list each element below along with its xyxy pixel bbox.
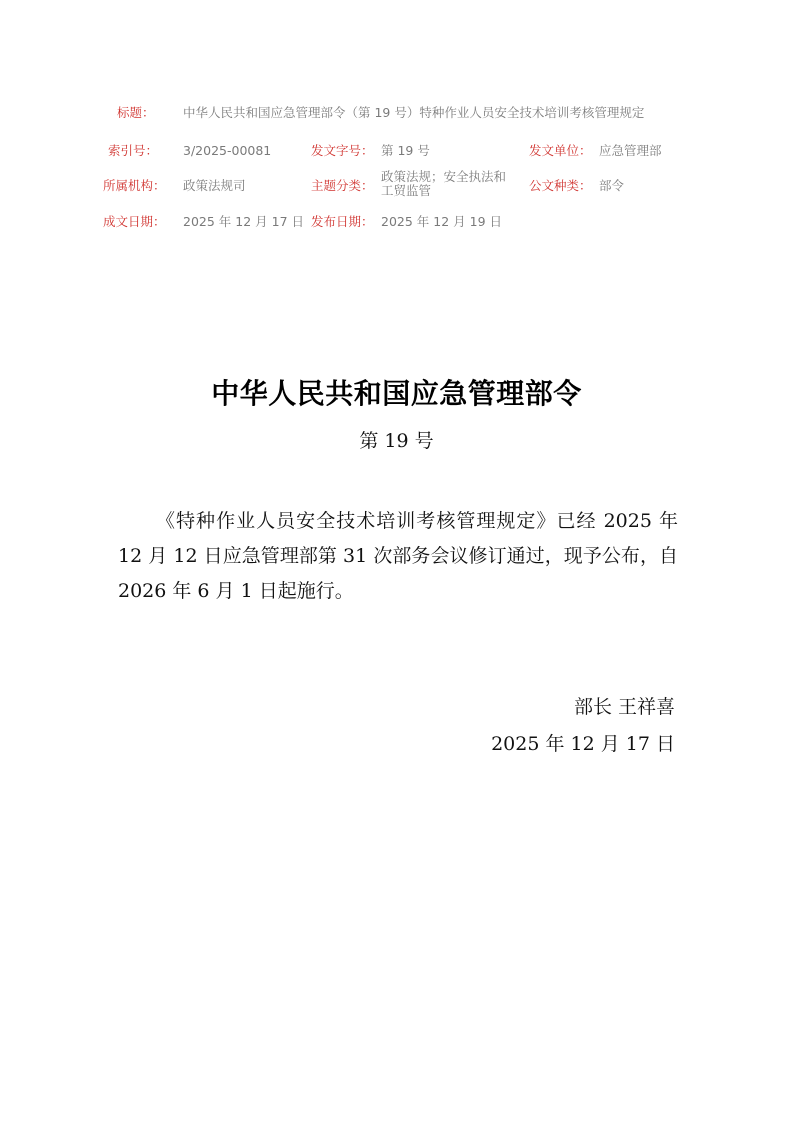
signature: 部长 王祥喜 (573, 696, 675, 718)
issuer-value: 应急管理部 (599, 143, 662, 158)
title-label: 标题： (117, 105, 155, 120)
doc-no-label: 发文字号： (311, 143, 374, 158)
org-label: 所属机构： (103, 178, 166, 193)
index-label: 索引号： (108, 143, 159, 158)
document-body: 《特种作业人员安全技术培训考核管理规定》已经 2025 年 12 月 12 日应急管理部第 31 次部务会议修订通过，现予公布，自 2026 年 6 月 1 日起施行。 (118, 510, 678, 602)
type-value: 部令 (599, 178, 625, 193)
document-number: 第 19 号 (359, 430, 434, 452)
org-value: 政策法规司 (183, 178, 246, 193)
topic-label: 主题分类： (311, 178, 374, 193)
type-label: 公文种类： (529, 178, 592, 193)
doc-no-value: 第 19 号 (381, 143, 430, 158)
publish-date-label: 发布日期： (311, 214, 374, 229)
publish-date-value: 2025 年 12 月 19 日 (381, 214, 502, 229)
index-value: 3/2025-00081 (183, 143, 272, 158)
document-title: 中华人民共和国应急管理部令 (211, 377, 582, 410)
written-date-value: 2025 年 12 月 17 日 (183, 214, 304, 229)
signature-date: 2025 年 12 月 17 日 (491, 733, 675, 755)
written-date-label: 成文日期： (103, 214, 166, 229)
title-value: 中华人民共和国应急管理部令（第 19 号）特种作业人员安全技术培训考核管理规定 (183, 105, 645, 120)
topic-value: 政策法规；安全执法和工贸监管 (381, 169, 507, 198)
issuer-label: 发文单位： (529, 143, 592, 158)
